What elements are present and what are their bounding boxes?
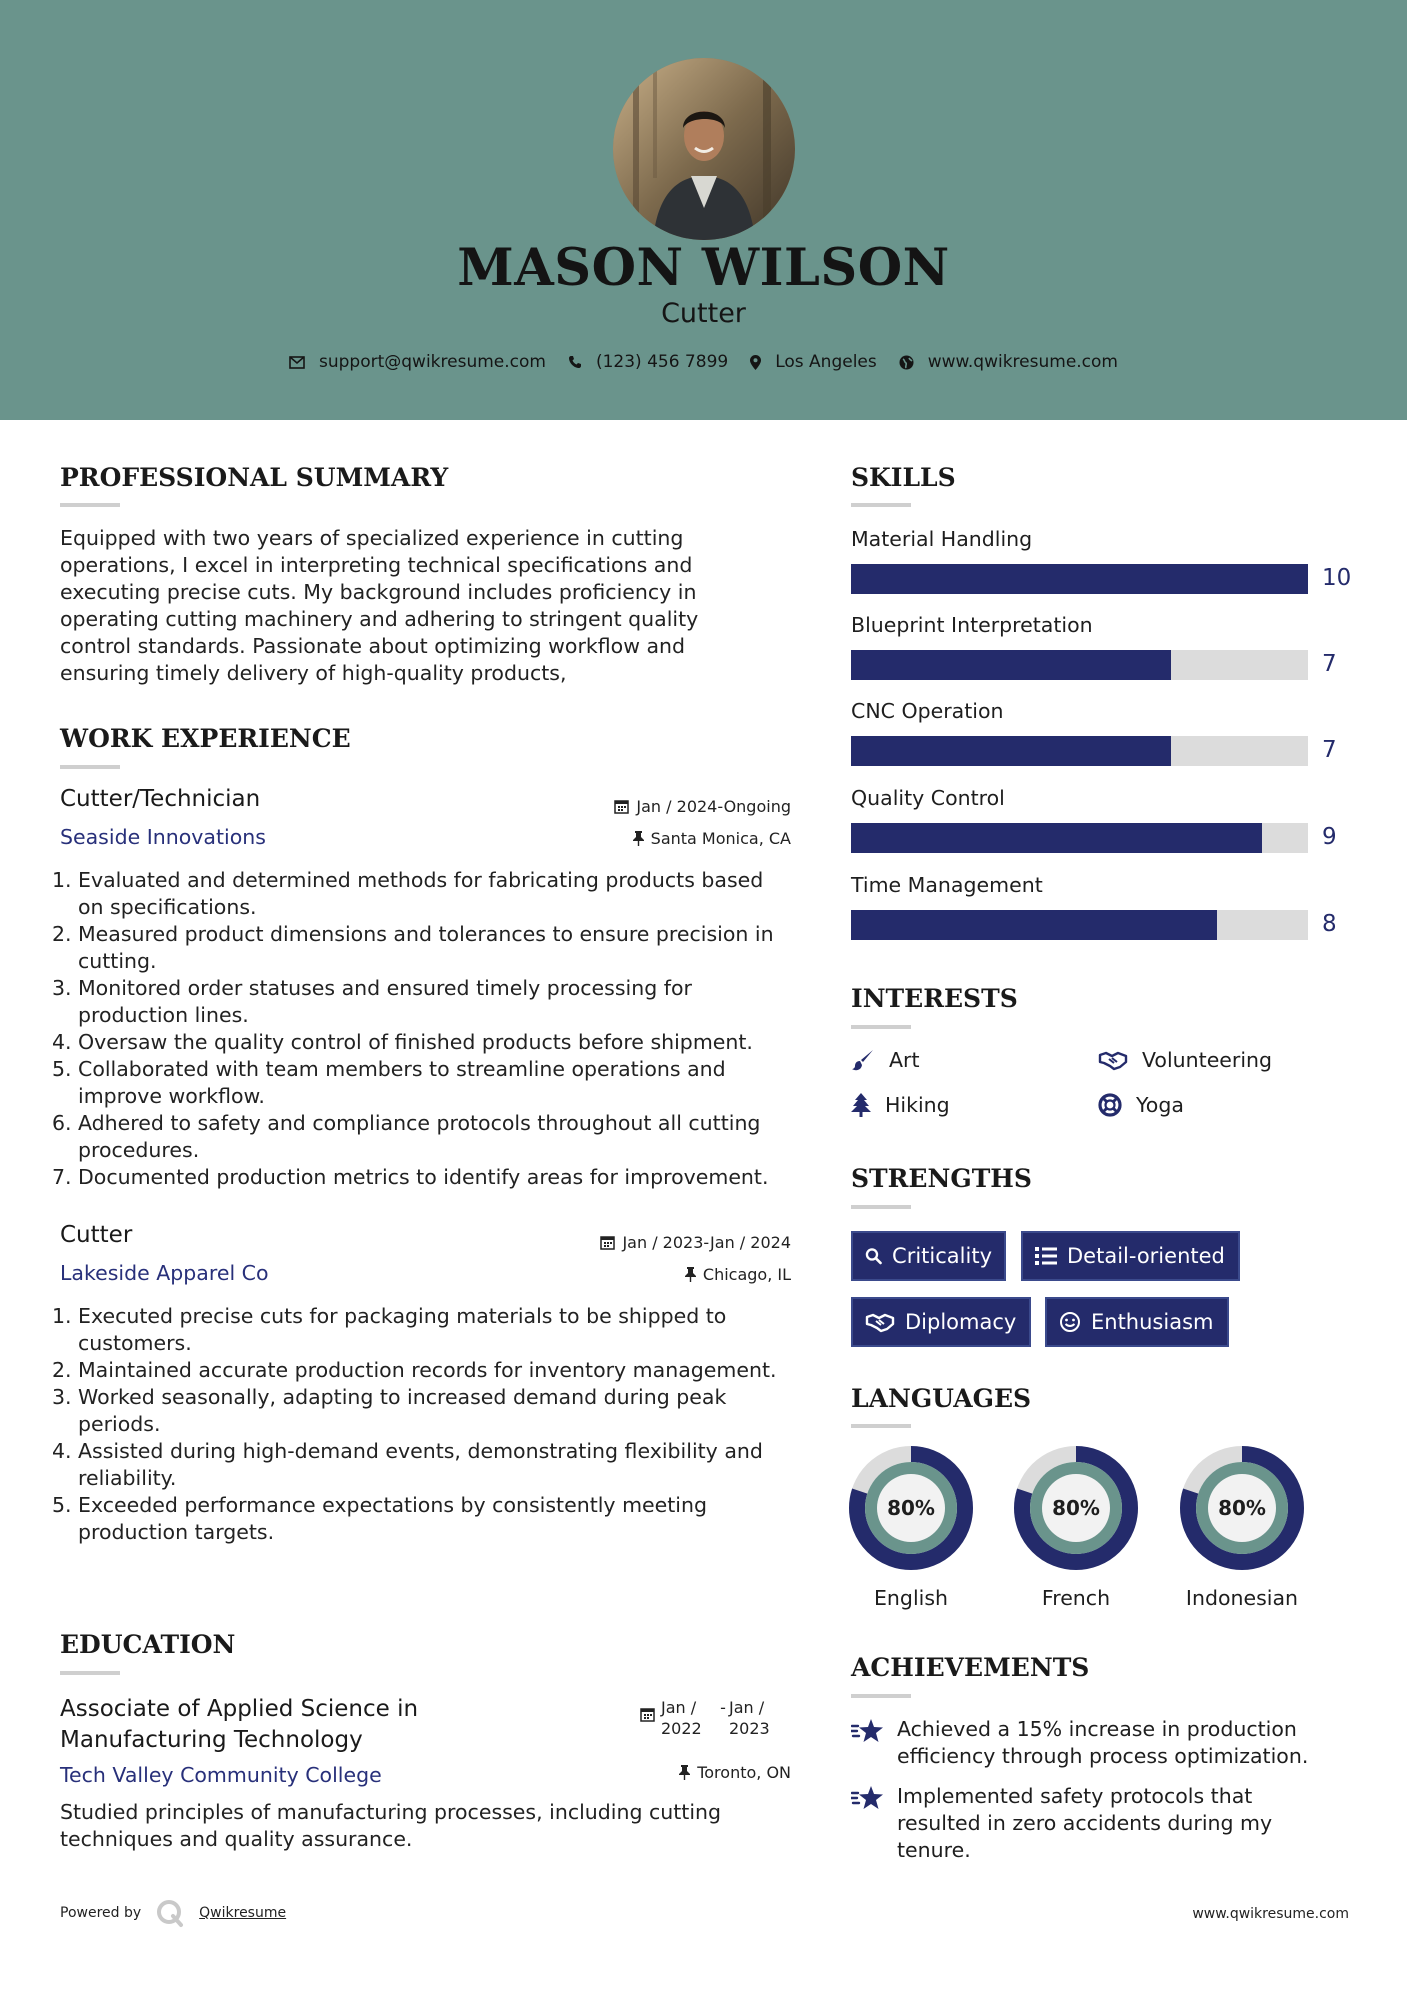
contact-location-text: Los Angeles [775, 352, 877, 372]
skill-bar-track [851, 650, 1308, 680]
calendar-icon [600, 1235, 615, 1250]
achievement-item [851, 1783, 1331, 1864]
candidate-name: MASON WILSON [457, 238, 950, 298]
skill-value: 7 [1322, 651, 1337, 677]
contact-phone-text: (123) 456 7899 [595, 352, 729, 372]
interest-label: Art [889, 1048, 920, 1072]
education-heading: EDUCATION [60, 1630, 236, 1659]
skill-bar-track [851, 736, 1308, 766]
achievement-text: Achieved a 15% increase in production efficiency through process optimization. [897, 1717, 1309, 1768]
skill-bar-track [851, 564, 1308, 594]
skills-underline [851, 503, 911, 507]
language-name: French [1041, 1586, 1111, 1610]
strengths-underline [851, 1205, 911, 1209]
job-dates-text: Jan / 2024-Ongoing [636, 797, 791, 816]
skill-bar-track [851, 910, 1308, 940]
education-location-text: Toronto, ON [697, 1763, 791, 1782]
search-icon [865, 1245, 882, 1267]
skill-value: 10 [1322, 565, 1352, 591]
education-start: Jan / 2022 [661, 1698, 702, 1738]
experience-heading: WORK EXPERIENCE [60, 724, 351, 753]
language-ring [1180, 1446, 1304, 1570]
interest-item [851, 1048, 920, 1072]
experience-underline [60, 765, 120, 769]
job-location-text: Chicago, IL [702, 1265, 791, 1284]
candidate-role: Cutter [661, 298, 746, 329]
handshake-icon [865, 1311, 895, 1333]
education-dates [640, 1697, 779, 1739]
education-description: Studied principles of manufacturing processes, including cutting techniques and quality assurance. [60, 1800, 722, 1851]
language-name: Indonesian [1185, 1586, 1299, 1610]
summary-underline [60, 503, 120, 507]
language-percent: 80% [1052, 1496, 1100, 1520]
skill-label: Time Management [851, 873, 1043, 897]
list-item: 7. Documented production metrics to identify areas for improvement. [52, 1165, 769, 1189]
language-item [1180, 1446, 1304, 1610]
education-underline [60, 1671, 120, 1675]
list-item: 4. Oversaw the quality control of finished products before shipment. [52, 1030, 753, 1054]
interest-item [1098, 1048, 1272, 1072]
tree-icon [851, 1093, 871, 1117]
list-item: 2. Maintained accurate production records for inventory management. [52, 1358, 777, 1382]
achievement-item [851, 1716, 1331, 1770]
paintbrush-icon [851, 1048, 875, 1072]
interest-item [1098, 1093, 1184, 1117]
contact-website-text: www.qwikresume.com [927, 352, 1118, 372]
contact-location [750, 352, 877, 372]
skill-bar-track [851, 823, 1308, 853]
list-icon [1035, 1246, 1057, 1266]
list-item: 1. Evaluated and determined methods for fabricating products based on specifications. [52, 868, 764, 919]
strength-badge [851, 1231, 1006, 1281]
calendar-icon [614, 799, 629, 814]
language-item [849, 1446, 973, 1610]
education-school: Tech Valley Community College [60, 1763, 382, 1787]
star-badge-icon [851, 1785, 885, 1811]
strength-badge [1021, 1231, 1240, 1281]
lifering-icon [1098, 1093, 1122, 1117]
summary-heading: PROFESSIONAL SUMMARY [60, 463, 449, 492]
language-percent: 80% [887, 1496, 935, 1520]
pushpin-icon [633, 831, 644, 846]
skills-heading: SKILLS [851, 463, 956, 492]
job-dates [614, 797, 791, 816]
list-item: 5. Collaborated with team members to streamline operations and improve workflow. [52, 1057, 726, 1108]
skill-bar-fill [851, 650, 1171, 680]
skill-label: Blueprint Interpretation [851, 613, 1093, 637]
language-percent: 80% [1218, 1496, 1266, 1520]
education-end: Jan / 2023 [729, 1698, 770, 1738]
job-location [685, 1265, 791, 1284]
languages-underline [851, 1424, 911, 1428]
skill-value: 9 [1322, 824, 1337, 850]
skill-bar-fill [851, 564, 1308, 594]
skill-label: CNC Operation [851, 699, 1004, 723]
language-ring [1014, 1446, 1138, 1570]
achievements-heading: ACHIEVEMENTS [851, 1653, 1090, 1682]
summary-text: Equipped with two years of specialized experience in cutting operations, I excel in interpreting technical specifications and executing precise cuts. My background includes proficiency in operating cutting machinery and adhering to stringent quality control standards. Passionate about optimizing workflow and ensuring timely delivery of high-quality products, [60, 526, 699, 685]
map-pin-icon [750, 355, 761, 370]
strength-badge [1045, 1297, 1229, 1347]
header-band [0, 0, 1407, 420]
strengths-heading: STRENGTHS [851, 1164, 1032, 1193]
job-location-text: Santa Monica, CA [650, 829, 791, 848]
phone-icon [568, 355, 582, 369]
qwikresume-logo-icon [155, 1898, 185, 1928]
footer-site[interactable]: www.qwikresume.com [1192, 1906, 1349, 1922]
skill-value: 8 [1322, 911, 1337, 937]
education-location [679, 1763, 791, 1782]
powered-by-label: Powered by [60, 1905, 142, 1921]
calendar-icon [640, 1707, 655, 1722]
strength-label: Enthusiasm [1091, 1310, 1214, 1334]
education-degree: Associate of Applied Science in Manufacturing Technology [60, 1696, 419, 1753]
list-item: 2. Measured product dimensions and tolerances to ensure precision in cutting. [52, 922, 774, 973]
interests-heading: INTERESTS [851, 984, 1018, 1013]
language-ring [849, 1446, 973, 1570]
language-name: English [873, 1586, 949, 1610]
envelope-icon [289, 356, 305, 369]
job-dates-text: Jan / 2023-Jan / 2024 [622, 1233, 791, 1252]
strength-label: Detail-oriented [1067, 1244, 1225, 1268]
list-item: 1. Executed precise cuts for packaging materials to be shipped to customers. [52, 1304, 727, 1355]
pushpin-icon [685, 1267, 696, 1282]
achievement-text: Implemented safety protocols that resulted in zero accidents during my tenure. [897, 1784, 1273, 1862]
skill-label: Quality Control [851, 786, 1005, 810]
contact-website[interactable] [899, 352, 1118, 372]
list-item: 3. Worked seasonally, adapting to increased demand during peak periods. [52, 1385, 727, 1436]
contact-phone[interactable] [568, 352, 728, 372]
job-dates [600, 1233, 791, 1252]
company-name: Seaside Innovations [60, 825, 266, 849]
skill-bar-fill [851, 823, 1262, 853]
contact-email[interactable] [289, 352, 546, 372]
language-item [1014, 1446, 1138, 1610]
duty-list [52, 867, 792, 1191]
skill-bar-fill [851, 736, 1171, 766]
smile-icon [1059, 1311, 1081, 1333]
profile-photo [613, 58, 795, 240]
interest-label: Hiking [885, 1093, 950, 1117]
achievements-underline [851, 1694, 911, 1698]
interests-underline [851, 1025, 911, 1029]
date-separator: - [720, 1698, 726, 1717]
skill-bar-fill [851, 910, 1217, 940]
languages-heading: LANGUAGES [851, 1384, 1032, 1413]
job-location [633, 829, 791, 848]
interest-label: Yoga [1136, 1093, 1184, 1117]
list-item: 3. Monitored order statuses and ensured timely processing for production lines. [52, 976, 692, 1027]
job-title: Cutter [60, 1222, 133, 1248]
interest-item [851, 1093, 950, 1117]
list-item: 5. Exceeded performance expectations by consistently meeting production targets. [52, 1493, 708, 1544]
duty-list [52, 1303, 792, 1546]
contact-email-text: support@qwikresume.com [319, 352, 546, 372]
footer-powered [60, 1898, 286, 1928]
job-title: Cutter/Technician [60, 786, 261, 812]
list-item: 6. Adhered to safety and compliance protocols throughout all cutting procedures. [52, 1111, 761, 1162]
skill-label: Material Handling [851, 527, 1033, 551]
strength-label: Diplomacy [905, 1310, 1017, 1334]
interest-label: Volunteering [1142, 1048, 1273, 1072]
star-badge-icon [851, 1718, 885, 1744]
strength-badge [851, 1297, 1031, 1347]
handshake-icon [1098, 1049, 1128, 1071]
skill-value: 7 [1322, 737, 1337, 763]
globe-icon [899, 355, 914, 370]
company-name: Lakeside Apparel Co [60, 1261, 269, 1285]
contact-bar [0, 352, 1407, 372]
brand-link[interactable]: Qwikresume [199, 1905, 287, 1921]
pushpin-icon [679, 1765, 690, 1780]
list-item: 4. Assisted during high-demand events, demonstrating flexibility and reliability. [52, 1439, 763, 1490]
strength-label: Criticality [892, 1244, 992, 1268]
